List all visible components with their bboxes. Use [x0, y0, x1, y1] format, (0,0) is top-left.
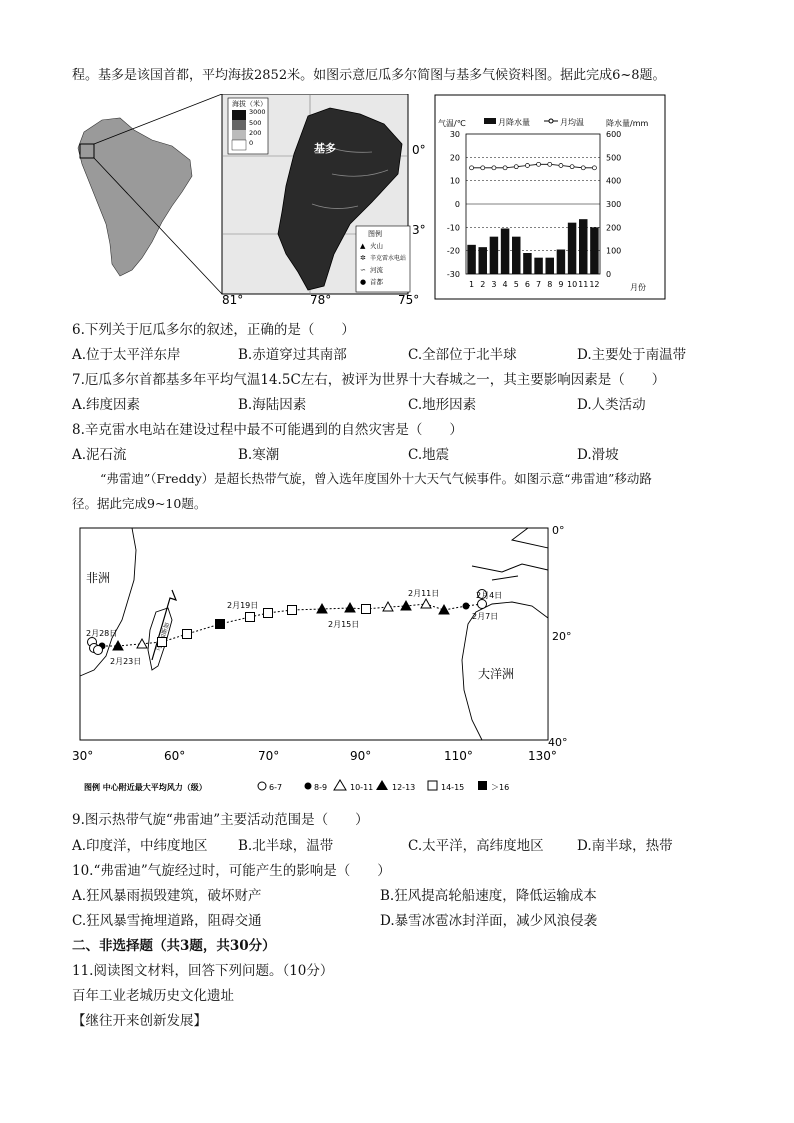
q9-option-b[interactable]: B.北半球，温带 [238, 838, 334, 854]
svg-text:14-15: 14-15 [441, 783, 465, 792]
svg-text:✲: ✲ [360, 254, 366, 262]
q8-option-c[interactable]: C.地震 [408, 447, 450, 463]
svg-text:500: 500 [249, 119, 262, 127]
svg-text:12-13: 12-13 [392, 783, 416, 792]
svg-text:40°: 40° [548, 736, 568, 749]
svg-text:200: 200 [249, 129, 262, 137]
elevation-legend-title: 海拔（米） [232, 100, 267, 108]
q7-option-c[interactable]: C.地形因素 [408, 397, 477, 413]
svg-text:2月7日: 2月7日 [472, 612, 499, 621]
q10-option-a[interactable]: A.狂风暴雨损毁建筑，破坏财产 [72, 888, 262, 904]
svg-text:2月28日: 2月28日 [86, 629, 118, 638]
precip-axis-title: 降水量/mm [606, 119, 649, 128]
oceania-label: 大洋洲 [478, 667, 515, 681]
svg-text:3000: 3000 [249, 108, 266, 116]
svg-text:110°: 110° [444, 749, 473, 763]
precip-tick-label: 300 [606, 200, 622, 209]
q7-option-b[interactable]: B.海陆因素 [238, 397, 307, 413]
q9-stem: 9.图示热带气旋“弗雷迪”主要活动范围是（ ） [72, 812, 369, 828]
precip-bar [534, 258, 542, 274]
month-tick-label: 11 [578, 280, 589, 289]
quito-climate-chart [434, 94, 666, 300]
map-key-title: 图例 [368, 230, 382, 238]
intro-text: 程。基多是该国首都，平均海拔2852米。如图示意厄瓜多尔简图与基多气候资料图。据此完成6~8题。 [72, 68, 666, 83]
q7-stem: 7.厄瓜多尔首都基多年平均气温14.5C左右，被评为世界十大春城之一，其主要影响因素是（ ） [72, 372, 666, 388]
track-marker [362, 605, 371, 614]
svg-text:2月11日: 2月11日 [408, 589, 440, 598]
q6-option-d[interactable]: D.主要处于南温带 [577, 347, 687, 363]
track-marker [246, 613, 255, 622]
month-tick-label: 9 [558, 280, 564, 289]
svg-text:20°: 20° [552, 630, 572, 643]
precip-tick-label: 100 [606, 246, 622, 256]
track-marker [183, 630, 192, 639]
temp-tick-label: 10 [449, 176, 460, 186]
svg-text:首都: 首都 [370, 278, 383, 286]
precip-bar [579, 219, 587, 274]
temp-point [592, 166, 596, 170]
precip-bar [501, 229, 509, 275]
svg-text:60°: 60° [164, 749, 186, 763]
q7-option-d[interactable]: D.人类活动 [577, 397, 646, 413]
section-2-heading: 二、非选择题（共3题，共30分） [72, 938, 276, 954]
precip-bar [590, 227, 598, 274]
svg-text:81°: 81° [222, 293, 244, 304]
precip-bar [557, 250, 565, 275]
q11-material-subtitle: 【继往开来创新发展】 [72, 1013, 207, 1029]
svg-text:0°: 0° [552, 524, 565, 537]
temp-tick-label: 30 [449, 130, 460, 139]
precip-tick-label: 400 [606, 176, 622, 186]
precip-bar [523, 253, 531, 274]
svg-text:火山: 火山 [370, 242, 383, 250]
month-tick-label: 12 [589, 280, 600, 289]
cyclone-legend-title: 图例 中心附近最大平均风力（级） [84, 783, 207, 792]
q9-option-c[interactable]: C.太平洋，高纬度地区 [408, 838, 544, 854]
temp-point [470, 166, 474, 170]
q6-stem: 6.下列关于厄瓜多尔的叙述，正确的是（ ） [72, 322, 355, 338]
quito-label: 基多 [314, 142, 336, 155]
track-marker [463, 603, 470, 610]
q10-stem: 10.“弗雷迪”气旋经过时，可能产生的影响是（ ） [72, 863, 391, 879]
track-marker [478, 600, 487, 609]
temp-tick-label: -30 [446, 270, 460, 279]
precip-tick-label: 0 [606, 270, 612, 279]
temp-point [570, 165, 574, 169]
track-marker [264, 609, 273, 618]
month-axis-unit: 月份 [630, 283, 646, 292]
legend-precip: 月降水量 [498, 118, 530, 127]
ecuador-map [72, 94, 426, 304]
q6-option-c[interactable]: C.全部位于北半球 [408, 347, 517, 363]
q10-option-b[interactable]: B.狂风提高轮船速度，降低运输成本 [380, 888, 597, 904]
temp-point [481, 166, 485, 170]
q6-option-a[interactable]: A.位于太平洋东岸 [72, 347, 181, 363]
track-marker [288, 606, 297, 615]
svg-text:90°: 90° [350, 749, 372, 763]
legend-temp: 月均温 [560, 118, 584, 127]
q10-option-c[interactable]: C.狂风暴雪掩埋道路，阻碍交通 [72, 913, 262, 929]
precip-tick-label: 500 [606, 153, 622, 163]
precip-bar [467, 245, 475, 274]
month-tick-label: 10 [566, 280, 578, 289]
svg-text:＞16: ＞16 [491, 783, 510, 792]
freddy-paragraph-1: “弗雷迪”（Freddy）是超长热带气旋，曾入选年度国外十大天气气候事件。如图示意“弗雷迪”移动路 [100, 471, 652, 486]
svg-text:10-11: 10-11 [350, 783, 374, 792]
q11-stem: 11.阅读图文材料，回答下列问题。（10分） [72, 963, 334, 979]
svg-text:0°: 0° [412, 143, 426, 157]
precip-bar [568, 223, 576, 274]
temp-point [514, 165, 518, 169]
svg-text:30°: 30° [72, 749, 94, 763]
africa-label: 非洲 [86, 571, 111, 585]
q8-option-b[interactable]: B.寒潮 [238, 447, 280, 463]
month-tick-label: 1 [469, 280, 475, 289]
svg-text:8-9: 8-9 [314, 783, 328, 792]
q11-material-title: 百年工业老城历史文化遗址 [72, 988, 234, 1004]
month-tick-label: 2 [480, 280, 486, 289]
track-marker [158, 638, 167, 647]
south-america-shape [78, 118, 192, 276]
svg-text:▲: ▲ [360, 242, 366, 250]
svg-text:2月4日: 2月4日 [476, 591, 503, 600]
temp-tick-label: -20 [446, 246, 460, 256]
precip-bar [479, 247, 487, 274]
q8-stem: 8.辛克雷水电站在建设过程中最不可能遇到的自然灾害是（ ） [72, 422, 463, 438]
temp-point [503, 166, 507, 170]
temp-point [559, 164, 563, 168]
svg-text:3°: 3° [412, 223, 426, 237]
temp-tick-label: 0 [454, 200, 460, 209]
svg-text:70°: 70° [258, 749, 280, 763]
temp-point [581, 166, 585, 170]
temp-axis-title: 气温/℃ [438, 119, 466, 128]
svg-text:∽: ∽ [360, 266, 366, 274]
temp-point [548, 162, 552, 166]
precip-tick-label: 600 [606, 130, 622, 139]
svg-text:0: 0 [249, 139, 254, 147]
precip-bar [490, 237, 498, 274]
month-tick-label: 4 [502, 280, 508, 289]
freddy-paragraph-2: 径。据此完成9~10题。 [72, 496, 207, 511]
q9-option-d[interactable]: D.南半球，热带 [577, 838, 673, 854]
svg-text:2月19日: 2月19日 [227, 601, 259, 610]
q8-option-d[interactable]: D.滑坡 [577, 447, 619, 463]
temp-point [537, 162, 541, 166]
q6-option-b[interactable]: B.赤道穿过其南部 [238, 347, 347, 363]
svg-text:6-7: 6-7 [269, 783, 283, 792]
svg-text:●: ● [360, 278, 367, 286]
q9-option-a[interactable]: A.印度洋，中纬度地区 [72, 838, 208, 854]
svg-text:河流: 河流 [370, 266, 383, 274]
temp-tick-label: -10 [446, 223, 460, 233]
precip-bar [512, 237, 520, 274]
svg-text:2月23日: 2月23日 [110, 657, 142, 666]
temp-tick-label: 20 [449, 153, 460, 163]
track-marker [216, 620, 225, 629]
month-tick-label: 5 [513, 280, 519, 289]
svg-text:78°: 78° [310, 293, 332, 304]
q7-option-a[interactable]: A.纬度因素 [72, 397, 141, 413]
month-tick-label: 8 [547, 280, 553, 289]
q10-option-d[interactable]: D.暴雪冰雹冰封洋面，减少风浪侵袭 [380, 913, 598, 929]
precip-bar [546, 258, 554, 274]
freddy-track-map [72, 520, 582, 800]
month-tick-label: 7 [536, 280, 542, 289]
precip-tick-label: 200 [606, 223, 622, 233]
temp-point [492, 166, 496, 170]
svg-text:2月15日: 2月15日 [328, 620, 360, 629]
track-marker [94, 646, 103, 655]
month-tick-label: 6 [524, 280, 530, 289]
svg-text:130°: 130° [528, 749, 557, 763]
temp-point [525, 164, 529, 168]
q8-option-a[interactable]: A.泥石流 [72, 447, 127, 463]
month-tick-label: 3 [491, 280, 497, 289]
svg-text:辛克雷水电站: 辛克雷水电站 [370, 255, 407, 262]
svg-text:75°: 75° [398, 293, 420, 304]
